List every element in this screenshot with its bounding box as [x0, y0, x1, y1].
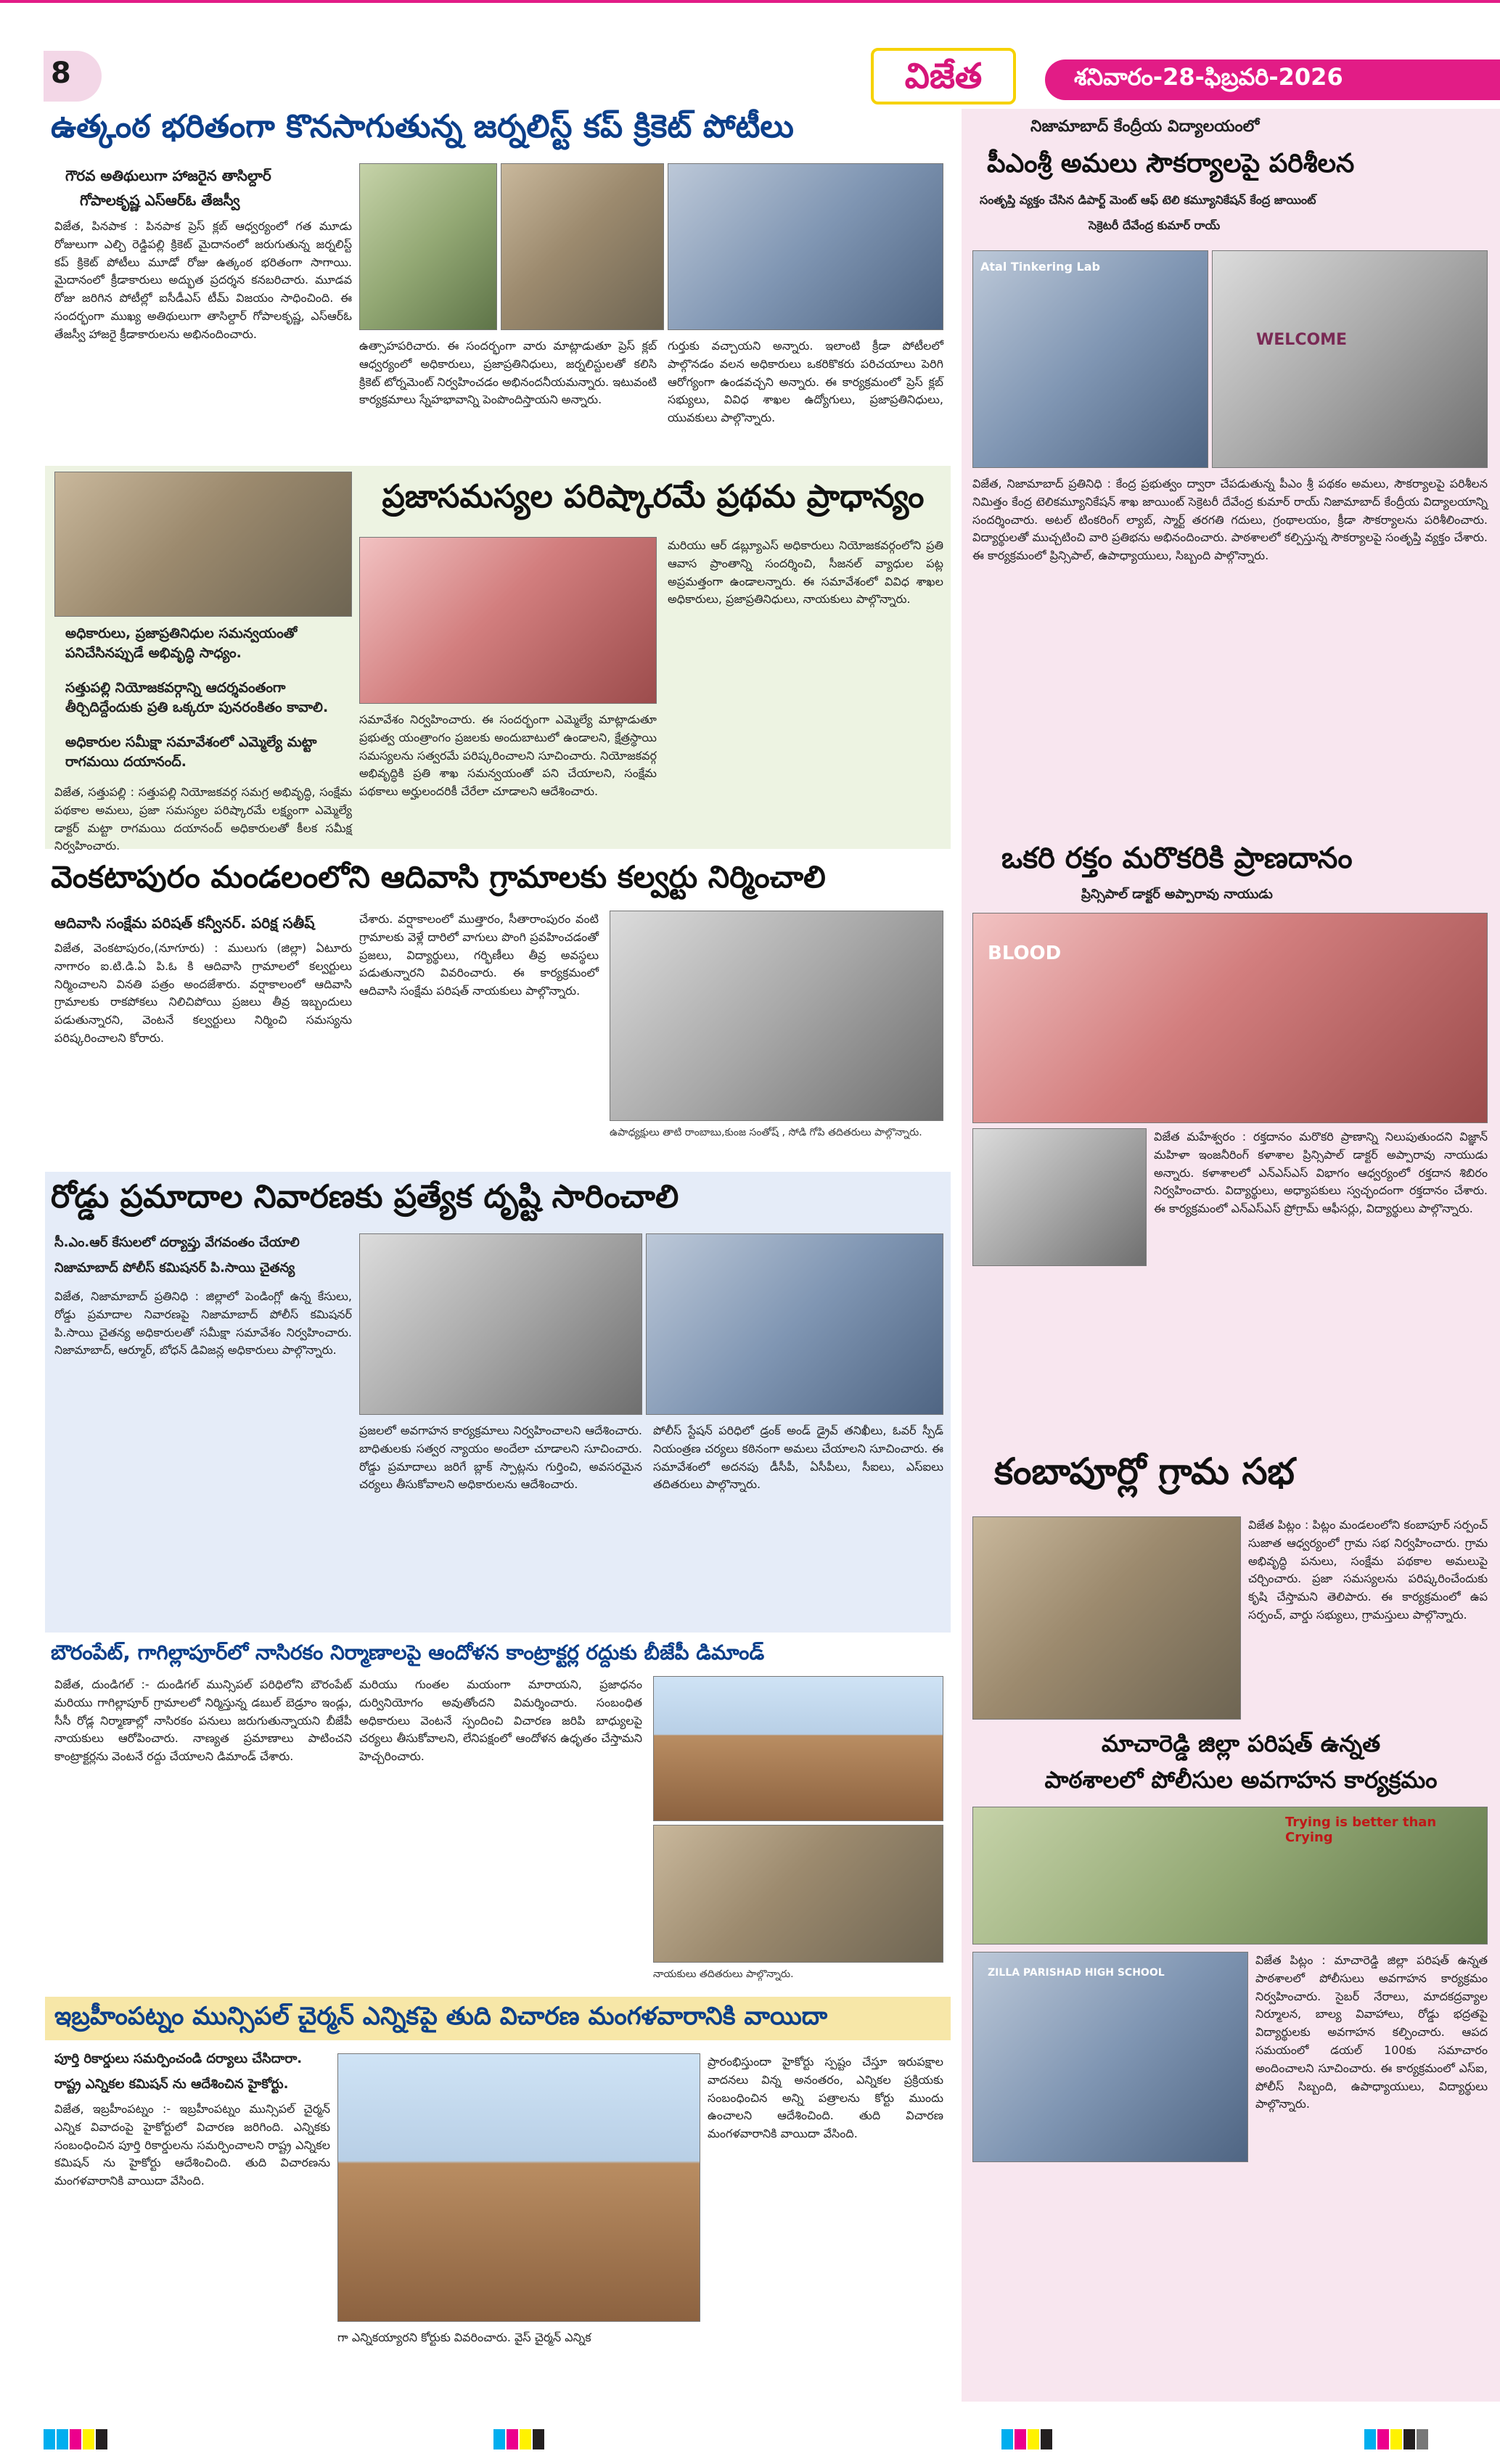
story6-body-b: గా ఎన్నికయ్యారని కోర్టుకు వివరించారు. వైస్ చైర్మన్ ఎన్నిక — [337, 2330, 591, 2344]
story4-photo-meeting — [359, 1233, 642, 1415]
right1-kicker: నిజామాబాద్ కేంద్రీయ విద్యాలయంలో — [1030, 118, 1260, 136]
story4-body-b: ప్రజలలో అవగాహన కార్యక్రమాలు నిర్వహించాలని ఆదేశించారు. బాధితులకు సత్వర న్యాయం అందేలా చూడాలని సూచించారు. రోడ్డు ప్రమాదాలు జరిగే బ్లాక్ స్పాట్లను గుర్తించి, అవసరమైన చర్యలు తీసుకోవాలని అధికారులను ఆదేశించారు. — [359, 1424, 642, 1492]
right2-sub: ప్రిన్సిపాల్ డాక్టర్ అప్పారావు నాయుడు — [1081, 887, 1273, 902]
story4-sub2: నిజామాబాద్ పోలీస్ కమిషనర్ పి.సాయి చైతన్య — [54, 1260, 295, 1276]
right1-headline: పీఎంశ్రీ అమలు సౌకర్యాలపై పరిశీలన — [987, 149, 1355, 178]
story2-pullquote-1: అధికారులు, ప్రజాప్రతినిధుల సమన్వయంతో పనిచేసినప్పుడే అభివృద్ధి సాధ్యం. — [65, 625, 298, 661]
right2-photo-donors — [972, 1128, 1147, 1266]
right4-headline-line1: మాచారెడ్డి జిల్లా పరిషత్ ఉన్నత — [1101, 1730, 1381, 1757]
right2-photo-blood-camp — [972, 913, 1488, 1123]
print-color-bar-3 — [1001, 2429, 1054, 2452]
story6-body-a: విజేత, ఇబ్రహీంపట్నం :- ఇబ్రహీంపట్నం మున్సిపల్ చైర్మన్ ఎన్నిక వివాదంపై హైకోర్టులో విచారణ జరిగింది. ఎన్నికకు సంబంధించిన పూర్తి రికార్డులను సమర్పించాలని రాష్ట్ర ఎన్నికల కమిషన్ ను హైకోర్టు ఆదేశించింది. తుది విచారణను మంగళవారానికి వాయిదా వేసింది. — [54, 2102, 330, 2188]
story3-body-b: చేశారు. వర్షాకాలంలో ముత్తారం, సీతారాంపురం వంటి గ్రామాలకు వెళ్లే దారిలో వాగులు పొంగి ప్రవహించడంతో ప్రజలు, విద్యార్థులు, గర్భిణీలు తీవ్ర అవస్థలు పడుతున్నారని వివరించారు. ఈ కార్యక్రమంలో ఆదివాసి సంక్షేమ పరిషత్ నాయకులు పాల్గొన్నారు. — [359, 912, 599, 998]
right4-photo-students — [972, 1952, 1248, 2162]
header-top-rule — [0, 0, 1500, 3]
story1-photo-speech — [668, 163, 943, 330]
date-bar: శనివారం-28-ఫిబ్రవరి-2026 — [1045, 59, 1500, 100]
print-color-bar-2 — [493, 2429, 546, 2452]
right2-photo-label: BLOOD — [988, 943, 1062, 964]
story1-body-a: విజేత, పినపాక : పినపాక ప్రెస్ క్లబ్ ఆధ్వర్యంలో గత మూడు రోజులుగా ఎల్చి రెడ్డిపల్లి క్రికెట్ మైదానంలో జరుగుతున్న జర్నలిస్ట్ కప్ క్రికెట్ పోటీలు మూడో రోజు ఉత్కంఠ భరితంగా సాగాయి. మైదానంలో క్రీడాకారులు అద్భుత ప్రదర్శన కనబరిచారు. మూడవ రోజు జరిగిన పోటీల్లో ఐసీడీఎస్ టీమ్ విజయం సాధించింది. ఈ సందర్భంగా ముఖ్య అతిథులుగా తాసిల్దార్ గోపాలకృష్ణ, ఎస్ఆర్ఓ తేజస్వీ హాజరై క్రీడాకారులను అభినందించారు. — [54, 219, 352, 341]
right4-photo-label: ZILLA PARISHAD HIGH SCHOOL — [988, 1967, 1165, 1979]
story2-body-b: సమావేశం నిర్వహించారు. ఈ సందర్భంగా ఎమ్మెల్యే మాట్లాడుతూ ప్రభుత్వ యంత్రాంగం ప్రజలకు అందుబాటులో ఉండాలని, క్షేత్రస్థాయి సమస్యలను సత్వరమే పరిష్కరించాలని సూచించారు. నియోజకవర్గ అభివృద్ధికి ప్రతి శాఖ సమన్వయంతో పని చేయాలని, సంక్షేమ పథకాలు అర్హులందరికీ చేరేలా చూడాలని ఆదేశించారు. — [359, 712, 657, 799]
right1-sub1: సంతృప్తి వ్యక్తం చేసిన డిపార్ట్ మెంట్ ఆఫ్ టెలి కమ్యూనికేషన్ కేంద్ర జాయింట్ — [980, 193, 1316, 207]
right1-photo-lab — [972, 250, 1208, 468]
story2-body-a: విజేత, సత్తుపల్లి : సత్తుపల్లి నియోజకవర్గ సమగ్ర అభివృద్ధి, సంక్షేమ పథకాల అమలు, ప్రజా సమస్యల పరిష్కారమే లక్ష్యంగా ఎమ్మెల్యే డాక్టర్ మట్టా రాగమయి దయానంద్ అధికారులతో కీలక సమీక్ష నిర్వహించారు. — [54, 785, 352, 853]
story1-photo-ceremony — [359, 163, 497, 330]
right3-body: విజేత పిట్లం : పిట్లం మండలంలోని కంబాపూర్ సర్పంచ్ సుజాత ఆధ్వర్యంలో గ్రామ సభ నిర్వహించారు. గ్రామ అభివృద్ధి పనులు, సంక్షేమ పథకాల అమలుపై చర్చించారు. ప్రజా సమస్యలను పరిష్కరించేందుకు కృషి చేస్తామని తెలిపారు. ఈ కార్యక్రమంలో ఉప సర్పంచ్, వార్డు సభ్యులు, గ్రామస్తులు పాల్గొన్నారు. — [1248, 1518, 1488, 1622]
story6-photo-highcourt — [337, 2053, 700, 2322]
story5-photo-protest — [653, 1825, 943, 1963]
story1-sub1: గౌరవ అతిథులుగా హాజరైన తాసిల్దార్ — [65, 167, 271, 184]
right4-photo-school-group — [972, 1807, 1488, 1944]
right4-banner-text: Trying is better than Crying — [1285, 1815, 1437, 1845]
right1-photo-welcome — [1212, 250, 1488, 468]
story2-pullquote-3: అధికారుల సమీక్షా సమావేశంలో ఎమ్మెల్యే మట్టా రాగమయి దయానంద్. — [65, 734, 317, 770]
story2-photo-meeting-hall — [54, 472, 352, 617]
story2-headline: ప్రజాసమస్యల పరిష్కారమే ప్రథమ ప్రాధాన్యం — [382, 478, 925, 515]
story3-sub: ఆదివాసి సంక్షేమ పరిషత్ కన్వీనర్. పరిక్ష సతీష్ — [54, 914, 315, 932]
story6-sub1: పూర్తి రికార్డులు సమర్పించండి దర్యాలు చేసిదారా. — [54, 2051, 303, 2066]
right2-headline: ఒకరి రక్తం మరొకరికి ప్రాణదానం — [1001, 842, 1353, 875]
right3-headline: కంబాపూర్లో గ్రామ సభ — [994, 1450, 1295, 1492]
story5-body-a: విజేత, దుండిగల్ :- దుండిగల్ మున్సిపల్ పరిధిలోని బౌరంపేట్ మరియు గాగిల్లాపూర్ గ్రామాలలో నిర్మిస్తున్న డబుల్ బెడ్రూం ఇండ్లు, సీసీ రోడ్ల నిర్మాణాల్లో నాసిరకం పనులు జరుగుతున్నాయని బీజేపీ నాయకులు ఆరోపించారు. నాణ్యత ప్రమాణాలు పాటించని కాంట్రాక్టర్లను వెంటనే రద్దు చేయాలని డిమాండ్ చేశారు. — [54, 1677, 352, 1764]
right1-photo-label-a: Atal Tinkering Lab — [980, 260, 1100, 274]
right1-sub2: సెక్రెటరీ దేవేంద్ర కుమార్ రాయ్ — [1089, 218, 1221, 232]
masthead-logo: విజేత — [871, 48, 1016, 104]
print-color-bar-4 — [1364, 2429, 1430, 2452]
story1-body-c: గుర్తుకు వచ్చాయని అన్నారు. ఇలాంటి క్రీడా పోటీలలో పాల్గొనడం వలన అధికారులు ఒకరికొకరు పరిచయాలు పెరిగి ఆరోగ్యంగా ఉండవచ్చని అన్నారు. ఈ కార్యక్రమంలో ప్రెస్ క్లబ్ సభ్యులు, వివిధ శాఖల ఉద్యోగులు, ప్రజాప్రతినిధులు, యువకులు పాల్గొన్నారు. — [668, 339, 943, 425]
right3-photo-gramsabha — [972, 1516, 1241, 1720]
story5-caption: నాయకులు తదితరులు పాల్గొన్నారు. — [653, 1968, 794, 1980]
story2-body-c: మరియు ఆర్ డబ్ల్యూఎస్ అధికారులు నియోజకవర్గంలోని ప్రతి ఆవాస ప్రాంతాన్ని సందర్శించి, సీజనల్ వ్యాధుల పట్ల అప్రమత్తంగా ఉండాలన్నారు. ఈ సమావేశంలో వివిధ శాఖల అధికారులు, ప్రజాప్రతినిధులు, నాయకులు పాల్గొన్నారు. — [668, 538, 943, 607]
right1-photo-label-b: WELCOME — [1256, 331, 1348, 349]
story3-headline: వెంకటాపురం మండలంలోని ఆదివాసి గ్రామాలకు కల్వర్టు నిర్మించాలి — [51, 859, 826, 895]
story1-body-b: ఉత్సాహపరిచారు. ఈ సందర్భంగా వారు మాట్లాడుతూ ప్రెస్ క్లబ్ ఆధ్వర్యంలో అధికారులు, ప్రజాప్రతినిధులు, జర్నలిస్టులతో కలిసి క్రికెట్ టోర్నమెంట్ నిర్వహించడం అభినందనీయమన్నారు. ఇటువంటి కార్యక్రమాలు స్నేహభావాన్ని పెంపొందిస్తాయని అన్నారు. — [359, 339, 657, 407]
story4-body-a: విజేత, నిజామాబాద్ ప్రతినిధి : జిల్లాలో పెండింగ్లో ఉన్న కేసులు, రోడ్డు ప్రమాదాల నివారణపై నిజామాబాద్ పోలీస్ కమిషనర్ పి.సాయి చైతన్య అధికారులతో సమీక్షా సమావేశం నిర్వహించారు. నిజామాబాద్, ఆర్మూర్, బోధన్ డివిజన్ల అధికారులు పాల్గొన్నారు. — [54, 1289, 352, 1358]
story5-photo-construction — [653, 1676, 943, 1821]
story3-caption: ఉపాధ్యక్షులు తాటి రాంబాబు,కుంజ సంతోష్ , సోడి గోపి తదితరులు పాల్గొన్నారు. — [610, 1127, 922, 1138]
story5-body-b: మరియు గుంతల మయంగా మారాయని, ప్రజాధనం దుర్వినియోగం అవుతోందని విమర్శించారు. సంబంధిత అధికారులు వెంటనే స్పందించి విచారణ జరిపి బాధ్యులపై చర్యలు తీసుకోవాలని, లేనిపక్షంలో ఆందోళన ఉధృతం చేస్తామని హెచ్చరించారు. — [359, 1677, 642, 1764]
story6-sub2: రాష్ట్ర ఎన్నికల కమిషన్ ను ఆదేశించిన హైకోర్టు. — [54, 2077, 289, 2092]
print-color-bar-1 — [44, 2429, 109, 2452]
page-number: 8 — [51, 57, 71, 90]
story4-photo-officers — [646, 1233, 943, 1415]
story1-photo-group — [501, 163, 664, 330]
story5-headline: బౌరంపేట్, గాగిల్లాపూర్‌లో నాసిరకం నిర్మాణాలపై ఆందోళన కాంట్రాక్టర్ల రద్దుకు బీజేపీ డిమాండ్ — [51, 1640, 765, 1664]
story4-body-c: పోలీస్ స్టేషన్ పరిధిలో డ్రంక్ అండ్ డ్రైవ్ తనిఖీలు, ఓవర్ స్పీడ్ నియంత్రణ చర్యలు కఠినంగా అమలు చేయాలని సూచించారు. ఈ సమావేశంలో అదనపు డీసీపీ, ఏసీపీలు, సీఐలు, ఎస్ఐలు తదితరులు పాల్గొన్నారు. — [653, 1424, 943, 1492]
right1-body: విజేత, నిజామాబాద్ ప్రతినిధి : కేంద్ర ప్రభుత్వం ద్వారా చేపడుతున్న పీఎం శ్రీ పథకం అమలు, సౌకర్యాలపై పరిశీలన నిమిత్తం కేంద్ర టెలికమ్యూనికేషన్ శాఖ జాయింట్ సెక్రెటరీ దేవేంద్ర కుమార్ రాయ్ నిజామాబాద్ కేంద్రీయ విద్యాలయాన్ని సందర్శించారు. అటల్ టింకరింగ్ ల్యాబ్, స్మార్ట్ తరగతి గదులు, గ్రంథాలయం, క్రీడా సౌకర్యాలను పరిశీలించారు. విద్యార్థులతో ముచ్చటించి వారి ప్రతిభను అభినందించారు. పాఠశాలలో కల్పిస్తున్న సౌకర్యాలపై సంతృప్తి వ్యక్తం చేశారు. ఈ కార్యక్రమంలో ప్రిన్సిపాల్, ఉపాధ్యాయులు, సిబ్బంది పాల్గొన్నారు. — [972, 477, 1488, 563]
story4-headline: రోడ్డు ప్రమాదాల నివారణకు ప్రత్యేక దృష్టి సారించాలి — [51, 1178, 679, 1215]
story4-sub1: సీ.ఎం.ఆర్ కేసులలో దర్యాప్తు వేగవంతం చేయాలి — [54, 1235, 300, 1250]
story6-body-c: ప్రారంభిస్తుందా హైకోర్టు స్పష్టం చేస్తూ ఇరుపక్షాల వాదనలు విన్న అనంతరం, ఎన్నికల ప్రక్రియకు సంబంధించిన అన్ని పత్రాలను కోర్టు ముందు ఉంచాలని ఆదేశించింది. తుది విచారణ మంగళవారానికి వాయిదా వేసింది. — [708, 2055, 943, 2141]
story1-headline: ఉత్కంఠ భరితంగా కొనసాగుతున్న జర్నలిస్ట్ కప్ క్రికెట్ పోటీలు — [51, 108, 794, 145]
story1-sub2: గోపాలకృష్ణ ఎస్ఆర్ఓ తేజస్వీ — [80, 192, 240, 209]
right4-body: విజేత పిట్లం : మాచారెడ్డి జిల్లా పరిషత్ ఉన్నత పాఠశాలలో పోలీసులు అవగాహన కార్యక్రమం నిర్వహించారు. సైబర్ నేరాలు, మాదకద్రవ్యాల నిర్మూలన, బాల్య వివాహాలు, రోడ్డు భద్రతపై విద్యార్థులకు అవగాహన కల్పించారు. ఆపద సమయంలో డయల్ 100కు సమాచారం అందించాలని సూచించారు. ఈ కార్యక్రమంలో ఎస్ఐ, పోలీస్ సిబ్బంది, ఉపాధ్యాయులు, విద్యార్థులు పాల్గొన్నారు. — [1255, 1953, 1488, 2111]
story3-photo-petition — [610, 911, 943, 1121]
right4-headline-line2: పాఠశాలలో పోలీసుల అవగాహన కార్యక్రమం — [1044, 1766, 1438, 1794]
story2-photo-mla — [359, 537, 657, 704]
story6-headline: ఇబ్రహీంపట్నం మున్సిపల్ చైర్మన్ ఎన్నికపై తుది విచారణ మంగళవారానికి వాయిదా — [54, 2002, 828, 2031]
story3-body-a: విజేత, వెంకటాపురం,(నూగూరు) : ములుగు (జిల్లా) ఏటూరు నాగారం ఐ.టి.డి.ఏ పి.ఓ కి ఆదివాసి గ్రామాలలో కల్వర్టులు నిర్మించాలని వినతి పత్రం అందజేశారు. వర్షాకాలంలో ఆదివాసి గ్రామాలకు రాకపోకలు నిలిచిపోయి ప్రజలు తీవ్ర ఇబ్బందులు పడుతున్నారని, వెంటనే కల్వర్టులు నిర్మించి సమస్యను పరిష్కరించాలని కోరారు. — [54, 941, 352, 1045]
right2-body: విజేత మహేశ్వరం : రక్తదానం మరొకరి ప్రాణాన్ని నిలుపుతుందని విజ్ఞాన్ మహిళా ఇంజనీరింగ్ కళాశాల ప్రిన్సిపాల్ డాక్టర్ అప్పారావు నాయుడు అన్నారు. కళాశాలలో ఎన్ఎస్ఎస్ విభాగం ఆధ్వర్యంలో రక్తదాన శిబిరం నిర్వహించారు. విద్యార్థులు, అధ్యాపకులు స్వచ్ఛందంగా రక్తదానం చేశారు. ఈ కార్యక్రమంలో ఎన్ఎస్ఎస్ ప్రోగ్రామ్ ఆఫీసర్లు, విద్యార్థులు పాల్గొన్నారు. — [1154, 1130, 1488, 1216]
story2-pullquote-2: సత్తుపల్లి నియోజకవర్గాన్ని ఆదర్శవంతంగా తీర్చిదిద్దేందుకు ప్రతి ఒక్కరూ పునరంకితం కావాలి. — [65, 680, 329, 715]
